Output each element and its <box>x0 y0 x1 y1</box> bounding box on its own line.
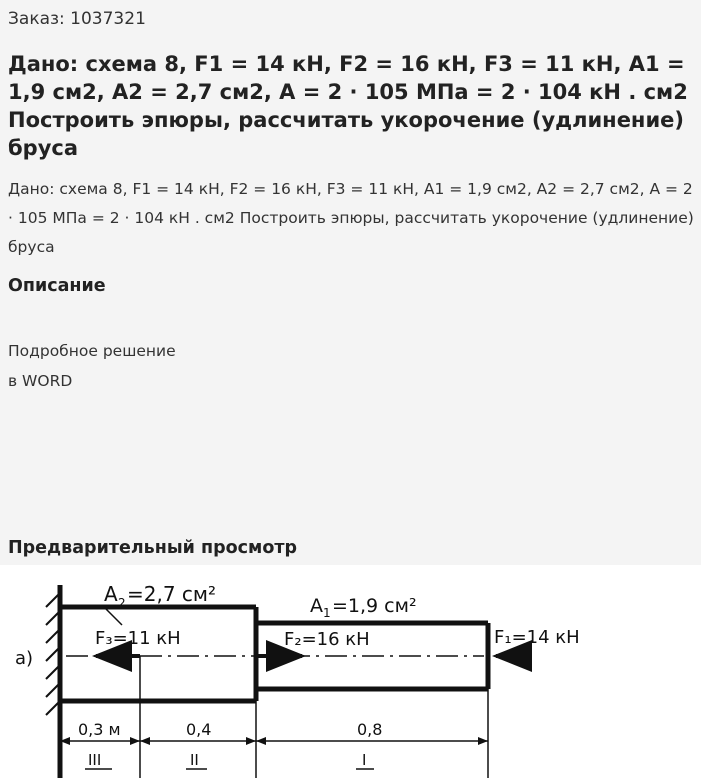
fixed-support <box>46 585 60 778</box>
dim-label-1: 0,3 м <box>78 720 121 739</box>
label-a1-symbol: A <box>310 595 323 617</box>
label-a1-value: =1,9 см² <box>332 595 417 617</box>
segment-label-3: III <box>88 751 102 769</box>
beam-diagram <box>0 565 701 778</box>
segment-label-1: I <box>362 751 367 769</box>
dimension-lines <box>60 656 488 778</box>
label-f2: F₂=16 кН <box>284 629 370 650</box>
dim-label-3: 0,8 <box>357 720 383 739</box>
label-f3: F₃=11 кН <box>95 628 181 649</box>
description-body <box>8 336 176 396</box>
description-heading: Описание <box>8 276 106 296</box>
segment-label-2: II <box>190 751 199 769</box>
label-a2-sub: 2 <box>118 596 126 610</box>
label-a2-value: =2,7 см² <box>127 582 217 606</box>
preview-image <box>0 565 701 778</box>
preview-heading: Предварительный просмотр <box>8 538 298 558</box>
label-a: a) <box>15 648 34 669</box>
page-title: Дано: схема 8, F1 = 14 кН, F2 = 16 кН, F3 = 11 кН, A1 = 1,9 см2, A2 = 2,7 см2, А = 2 · 105 МПа = 2 · 104 кН . см2 Построить эпюры, рассчитать укорочение (удлинение) бруса <box>8 52 688 160</box>
description-line-1: Подробное решение <box>8 342 176 360</box>
order-number: Заказ: 1037321 <box>8 9 146 29</box>
dim-label-2: 0,4 <box>186 720 212 739</box>
description-line-2: в WORD <box>8 372 73 390</box>
label-a2-symbol: A <box>104 582 118 606</box>
beam-section-a2 <box>60 607 256 701</box>
summary-text: Дано: схема 8, F1 = 14 кН, F2 = 16 кН, F3 = 11 кН, A1 = 1,9 см2, A2 = 2,7 см2, А = 2 · 105 МПа = 2 · 104 кН . см2 Построить эпюры, рассчитать укорочение (удлинение) бруса <box>8 180 694 256</box>
label-f1: F₁=14 кН <box>494 627 580 648</box>
label-a1-sub: 1 <box>323 606 331 620</box>
